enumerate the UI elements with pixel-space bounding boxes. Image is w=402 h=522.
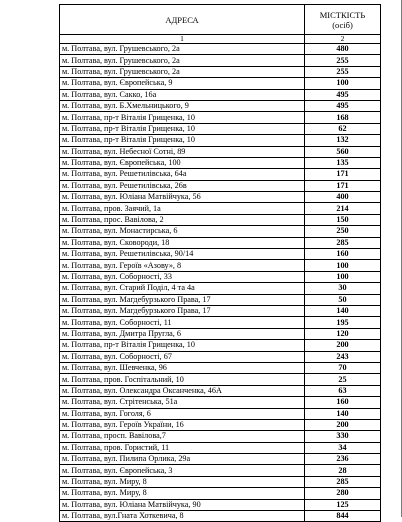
- address-cell: м. Полтава, вул. Героїв «Азову», 8: [60, 260, 305, 271]
- table-row: [60, 226, 381, 237]
- capacity-cell: 844: [305, 511, 381, 522]
- table-row: [60, 317, 381, 328]
- address-cell: м. Полтава, вул. Решетилівська, 64а: [60, 169, 305, 180]
- column-number: 1: [60, 35, 305, 44]
- capacity-cell: 25: [305, 374, 381, 385]
- address-cell: м. Полтава, вул. Гоголя, 6: [60, 408, 305, 419]
- capacity-cell: 132: [305, 135, 381, 146]
- capacity-cell: 495: [305, 89, 381, 100]
- table-row: [60, 44, 381, 55]
- table-row: [60, 283, 381, 294]
- table-row: [60, 374, 381, 385]
- capacity-cell: 171: [305, 169, 381, 180]
- address-cell: м. Полтава, пров. Госпітальний, 10: [60, 374, 305, 385]
- capacity-cell: 100: [305, 271, 381, 282]
- capacity-cell: 140: [305, 305, 381, 316]
- shelters-table: [59, 4, 381, 522]
- address-cell: м. Полтава, вул. Соборності, 67: [60, 351, 305, 362]
- table-row: [60, 511, 381, 522]
- capacity-cell: 63: [305, 385, 381, 396]
- capacity-cell: 135: [305, 157, 381, 168]
- address-cell: м. Полтава, вул. Стрітенська, 51а: [60, 397, 305, 408]
- capacity-cell: 285: [305, 476, 381, 487]
- address-cell: м. Полтава, пр-т Віталія Грищенка, 10: [60, 340, 305, 351]
- table-row: [60, 499, 381, 510]
- table-row: [60, 488, 381, 499]
- table-row: [60, 419, 381, 430]
- address-cell: м. Полтава, вул. Європейська, 100: [60, 157, 305, 168]
- capacity-cell: 560: [305, 146, 381, 157]
- address-cell: м. Полтава, вул.Гната Хоткевича, 8: [60, 511, 305, 522]
- address-cell: м. Полтава, пров. Заячий, 1а: [60, 203, 305, 214]
- capacity-cell: 200: [305, 419, 381, 430]
- table-row: [60, 465, 381, 476]
- table-row: [60, 340, 381, 351]
- table-header-row: [60, 5, 381, 35]
- address-cell: м. Полтава, вул. Героїв України, 16: [60, 419, 305, 430]
- address-cell: м. Полтава, вул. Юліана Матвійчука, 56: [60, 192, 305, 203]
- address-cell: м. Полтава, вул. Магдебурзького Права, 17: [60, 294, 305, 305]
- table-row: [60, 157, 381, 168]
- capacity-cell: 28: [305, 465, 381, 476]
- capacity-cell: 171: [305, 180, 381, 191]
- capacity-cell: 236: [305, 454, 381, 465]
- address-cell: м. Полтава, пр-т Віталія Грищенка, 10: [60, 135, 305, 146]
- address-cell: м. Полтава, вул. Європейська, 3: [60, 465, 305, 476]
- address-cell: м. Полтава, вул. Решетилівська, 26в: [60, 180, 305, 191]
- capacity-cell: 160: [305, 397, 381, 408]
- table-row: [60, 351, 381, 362]
- table-row: [60, 66, 381, 77]
- table-row: [60, 112, 381, 123]
- table-row: [60, 249, 381, 260]
- table-row: [60, 294, 381, 305]
- address-cell: м. Полтава, вул. Сакко, 16а: [60, 89, 305, 100]
- table-row: [60, 271, 381, 282]
- address-cell: м. Полтава, пр-т Віталія Грищенка, 10: [60, 123, 305, 134]
- capacity-cell: 50: [305, 294, 381, 305]
- address-cell: м. Полтава, вул. Миру, 8: [60, 488, 305, 499]
- table-row: [60, 385, 381, 396]
- capacity-cell: 168: [305, 112, 381, 123]
- table-row: [60, 180, 381, 191]
- capacity-cell: 160: [305, 249, 381, 260]
- address-cell: м. Полтава, вул. Шевченка, 96: [60, 362, 305, 373]
- capacity-cell: 495: [305, 100, 381, 111]
- address-cell: м. Полтава, просп. Вавілова,7: [60, 431, 305, 442]
- address-cell: м. Полтава, вул. Миру, 8: [60, 476, 305, 487]
- capacity-cell: 480: [305, 44, 381, 55]
- capacity-cell: 255: [305, 66, 381, 77]
- table-row: [60, 328, 381, 339]
- header-address: АДРЕСА: [60, 5, 305, 35]
- address-cell: м. Полтава, вул. Грушевського, 2а: [60, 66, 305, 77]
- capacity-cell: 34: [305, 442, 381, 453]
- table-row: [60, 305, 381, 316]
- address-cell: м. Полтава, вул. Соборності, 11: [60, 317, 305, 328]
- table-row: [60, 442, 381, 453]
- address-cell: м. Полтава, вул. Решетилівська, 90/14: [60, 249, 305, 260]
- capacity-cell: 214: [305, 203, 381, 214]
- table-row: [60, 135, 381, 146]
- capacity-cell: 70: [305, 362, 381, 373]
- capacity-cell: 285: [305, 237, 381, 248]
- address-cell: м. Полтава, вул. Грушевського, 2а: [60, 55, 305, 66]
- capacity-cell: 30: [305, 283, 381, 294]
- address-cell: м. Полтава, пров. Гористий, 11: [60, 442, 305, 453]
- capacity-cell: 250: [305, 226, 381, 237]
- table-row: [60, 362, 381, 373]
- capacity-cell: 125: [305, 499, 381, 510]
- capacity-cell: 100: [305, 260, 381, 271]
- table-row: [60, 203, 381, 214]
- table-row: [60, 55, 381, 66]
- address-cell: м. Полтава, вул. Грушевського, 2а: [60, 44, 305, 55]
- capacity-cell: 330: [305, 431, 381, 442]
- address-cell: м. Полтава, вул. Пилипа Орлика, 29а: [60, 454, 305, 465]
- table-row: [60, 192, 381, 203]
- address-cell: м. Полтава, вул. Юліана Матвійчука, 90: [60, 499, 305, 510]
- capacity-cell: 280: [305, 488, 381, 499]
- capacity-cell: 243: [305, 351, 381, 362]
- address-cell: м. Полтава, пр-т Віталія Грищенка, 10: [60, 112, 305, 123]
- address-cell: м. Полтава, прос. Вавілова, 2: [60, 214, 305, 225]
- table-body: [60, 44, 381, 522]
- address-cell: м. Полтава, вул. Дмитра Пругла, 6: [60, 328, 305, 339]
- header-capacity-label: МІСТКІСТЬ: [319, 9, 366, 20]
- capacity-cell: 400: [305, 192, 381, 203]
- table-row: [60, 431, 381, 442]
- table-row: [60, 214, 381, 225]
- address-cell: м. Полтава, вул. Магдебурзького Права, 17: [60, 305, 305, 316]
- capacity-cell: 62: [305, 123, 381, 134]
- table-row: [60, 100, 381, 111]
- table-row: [60, 408, 381, 419]
- header-capacity-unit: (осіб): [332, 19, 353, 30]
- capacity-cell: 195: [305, 317, 381, 328]
- table-row: [60, 454, 381, 465]
- table-row: [60, 260, 381, 271]
- address-cell: м. Полтава, вул. Європейська, 9: [60, 78, 305, 89]
- table-row: [60, 397, 381, 408]
- capacity-cell: 140: [305, 408, 381, 419]
- capacity-cell: 120: [305, 328, 381, 339]
- address-cell: м. Полтава, вул. Сковороди, 18: [60, 237, 305, 248]
- address-cell: м. Полтава, вул. Небесної Сотні, 89: [60, 146, 305, 157]
- column-number-row: [60, 35, 381, 44]
- address-cell: м. Полтава, вул. Монастирська, 6: [60, 226, 305, 237]
- capacity-cell: 255: [305, 55, 381, 66]
- address-cell: м. Полтава, вул. Старий Поділ, 4 та 4а: [60, 283, 305, 294]
- table-row: [60, 146, 381, 157]
- address-cell: м. Полтава, вул. Соборності, 33: [60, 271, 305, 282]
- capacity-cell: 200: [305, 340, 381, 351]
- table-row: [60, 78, 381, 89]
- header-capacity: [305, 5, 381, 35]
- column-number: 2: [305, 35, 381, 44]
- capacity-cell: 150: [305, 214, 381, 225]
- table-row: [60, 89, 381, 100]
- table-row: [60, 237, 381, 248]
- address-cell: м. Полтава, вул. Олександра Оксанченка, 46А: [60, 385, 305, 396]
- table-row: [60, 169, 381, 180]
- address-cell: м. Полтава, вул. Б.Хмельницького, 9: [60, 100, 305, 111]
- table-row: [60, 476, 381, 487]
- capacity-cell: 100: [305, 78, 381, 89]
- table-row: [60, 123, 381, 134]
